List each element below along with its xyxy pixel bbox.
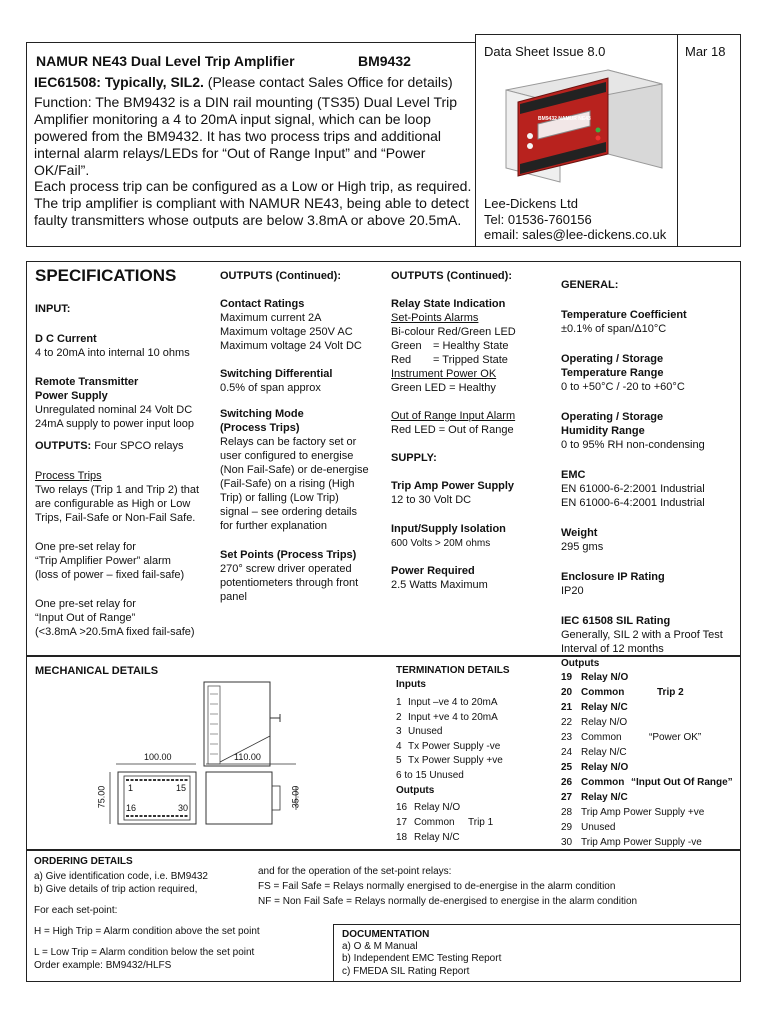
non-fail-safe-line: NF = Non Fail Safe = Relays normally de-energised to energise in the alarm condition <box>258 896 638 907</box>
model-number: BM9432 <box>358 53 411 69</box>
green-value: = Healthy State <box>433 340 509 352</box>
sil-line-1: Generally, SIL 2 with a Proof Test <box>561 629 723 641</box>
and-for-line: and for the operation of the set-point relays: <box>258 866 452 877</box>
termination-inputs <box>396 664 546 845</box>
input-row-2: 2 Input +ve 4 to 20mA <box>396 711 498 723</box>
outputs-heading-b: Outputs <box>561 658 600 669</box>
doc-item-fmeda: c) FMEDA SIL Rating Report <box>342 966 470 977</box>
iec-rest: (Please contact Sales Office for details) <box>203 74 453 90</box>
input-row-5: 5 Tx Power Supply +ve <box>396 755 503 766</box>
supply-heading: SUPPLY: <box>391 452 437 464</box>
outputs-line <box>35 439 215 453</box>
oor-alarm: Out of Range Input Alarm <box>391 410 516 422</box>
iec-line <box>34 74 474 91</box>
humidity-text: 0 to 95% RH non-condensing <box>561 439 705 451</box>
power-required-text: 2.5 Watts Maximum <box>391 579 488 591</box>
ordering-line-a: a) Give identification code, i.e. BM9432 <box>34 871 208 882</box>
mechanical-drawing <box>96 676 306 846</box>
power-required-heading: Power Required <box>391 565 475 577</box>
red-label: Red <box>391 354 412 366</box>
output-row-19: 19 Relay N/O <box>561 672 629 683</box>
switching-mode-line-2: user configured to energise <box>220 450 354 462</box>
output-row-25: 25 Relay N/O <box>561 762 629 773</box>
process-trips-heading: Process Trips <box>35 470 102 482</box>
iec-bold: IEC61508: Typically, SIL2. <box>34 74 204 90</box>
company-name: Lee-Dickens Ltd <box>484 196 578 211</box>
outputs-cont-heading-3: OUTPUTS (Continued): <box>391 270 512 282</box>
red-value: = Tripped State <box>433 354 508 366</box>
bicolour-led: Bi-colour Red/Green LED <box>391 326 516 338</box>
remote-tx-heading-2: Power Supply <box>35 390 108 402</box>
contact-ratings-heading: Contact Ratings <box>220 298 305 310</box>
temp-coef-heading: Temperature Coefficient <box>561 309 687 321</box>
switching-mode-heading-1: Switching Mode <box>220 408 304 420</box>
process-trips-line-2: are configurable as High or Low <box>35 498 191 510</box>
function-text: Function: The BM9432 is a DIN rail mounting (TS35) Dual Level Trip Amplifier monitoring a 4 to 20mA input signal, which can be loop powered from the BM9432. It has two process trips and additional internal alarm relays/LEDs for “Out of Range Input” and “Power OK/Fail”. <box>34 94 458 178</box>
issue-label: Data Sheet Issue 8.0 <box>484 44 606 59</box>
mechanical-heading: MECHANICAL DETAILS <box>35 665 159 677</box>
output-row-20: 20 Common Trip 2 <box>561 687 684 698</box>
green-state <box>391 339 551 353</box>
remote-tx-line-1: Unregulated nominal 24 Volt DC <box>35 404 193 416</box>
page-title: NAMUR NE43 Dual Level Trip Amplifier <box>36 53 295 69</box>
emc-line-2: EN 61000-6-4:2001 Industrial <box>561 497 705 509</box>
general-heading: GENERAL: <box>561 279 619 291</box>
dim-height-rail: 35.00 <box>290 785 301 809</box>
input-row-4: 4 Tx Power Supply -ve <box>396 740 501 752</box>
process-trips-line-1: Two relays (Trip 1 and Trip 2) that <box>35 484 200 496</box>
switching-mode-line-4: (Fail-Safe) on a rising (High <box>220 478 355 490</box>
output-row-29: 29 Unused <box>561 822 616 833</box>
switching-diff-heading: Switching Differential <box>220 368 333 380</box>
contact-line-3: Maximum voltage 24 Volt DC <box>220 340 362 352</box>
outputs-rest: Four SPCO relays <box>91 440 184 452</box>
unused-6-15: 6 to 15 Unused <box>396 769 464 781</box>
doc-item-emc: b) Independent EMC Testing Report <box>342 953 502 964</box>
op-storage-heading-2: Temperature Range <box>561 367 664 379</box>
switching-diff-text: 0.5% of span approx <box>220 382 321 394</box>
output-row-21: 21 Relay N/C <box>561 702 628 713</box>
company-email[interactable]: email: sales@lee-dickens.co.uk <box>484 227 667 242</box>
green-led-healthy: Green LED = Healthy <box>391 382 496 394</box>
issue-date-divider <box>677 34 678 247</box>
device-image <box>480 64 670 186</box>
outputs-heading-a: Outputs <box>396 785 435 796</box>
device-label: BM9432 NAMUR NE43 <box>538 116 591 122</box>
process-trips-line-3: Trips, Fail-Safe or Non-Fail Safe. <box>35 512 196 524</box>
op-storage-heading-1: Operating / Storage <box>561 353 664 365</box>
order-example: Order example: BM9432/HLFS <box>34 960 172 971</box>
enclosure-heading: Enclosure IP Rating <box>561 571 665 583</box>
emc-heading: EMC <box>561 469 586 481</box>
company-tel: Tel: 01536-760156 <box>484 212 592 227</box>
isolation-heading: Input/Supply Isolation <box>391 523 506 535</box>
spec-col-input <box>35 302 215 639</box>
outputs-cont-heading-2: OUTPUTS (Continued): <box>220 270 341 282</box>
doc-item-manual: a) O & M Manual <box>342 941 418 952</box>
emc-line-1: EN 61000-6-2:2001 Industrial <box>561 483 705 495</box>
set-points-line-1: 270° screw driver operated <box>220 563 352 575</box>
ordering-details <box>34 855 264 972</box>
weight-heading: Weight <box>561 527 598 539</box>
termination-outputs <box>561 657 739 850</box>
termination-heading: TERMINATION DETAILS <box>396 665 510 676</box>
instrument-power-ok: Instrument Power OK <box>391 368 497 380</box>
spec-col-general <box>561 278 739 656</box>
fail-safe-line: FS = Fail Safe = Relays normally energised to de-energise in the alarm condition <box>258 881 616 892</box>
green-label: Green <box>391 340 422 352</box>
input-row-3: 3 Unused <box>396 726 443 737</box>
switching-mode-line-3: (Non Fail-Safe) or de-energise <box>220 464 369 476</box>
set-points-line-2: potentiometers through front <box>220 577 359 589</box>
documentation-heading: DOCUMENTATION <box>342 929 430 940</box>
preset1-line-3: (loss of power – fixed fail-safe) <box>35 569 185 581</box>
spec-col-outputs-3 <box>391 269 551 592</box>
output-row-17: 17 Common Trip 1 <box>396 817 494 828</box>
output-row-24: 24 Relay N/C <box>561 747 627 758</box>
remote-tx-line-2: 24mA supply to power input loop <box>35 418 194 430</box>
for-each-setpoint: For each set-point: <box>34 905 118 916</box>
setpoints-alarms: Set-Points Alarms <box>391 312 479 324</box>
contact-line-2: Maximum voltage 250V AC <box>220 326 353 338</box>
output-row-27: 27 Relay N/C <box>561 792 628 803</box>
low-trip-line: L = Low Trip = Alarm condition below the set point <box>34 947 255 958</box>
terminal-30-label: 30 <box>178 803 189 813</box>
switching-mode-line-6: signal – see ordering details <box>220 506 357 518</box>
set-points-heading: Set Points (Process Trips) <box>220 549 357 561</box>
mechanical-drawing-svg <box>96 676 306 846</box>
output-row-30: 30 Trip Amp Power Supply -ve <box>561 837 702 848</box>
sil-heading: IEC 61508 SIL Rating <box>561 615 671 627</box>
preset2-line-1: One pre-set relay for <box>35 598 136 610</box>
preset1-line-2: “Trip Amplifier Power” alarm <box>35 555 171 567</box>
specifications-heading: SPECIFICATIONS <box>35 266 177 285</box>
documentation-section <box>342 928 732 979</box>
isolation-text: 600 Volts > 20M ohms <box>391 538 491 549</box>
output-row-18: 18 Relay N/C <box>396 832 460 843</box>
op-storage-text: 0 to +50°C / -20 to +60°C <box>561 381 685 393</box>
dc-current-text: 4 to 20mA into internal 10 ohms <box>35 347 190 359</box>
date-label: Mar 18 <box>685 44 726 59</box>
spec-col-outputs-2 <box>220 269 388 604</box>
temp-coef-text: ±0.1% of span/Δ10°C <box>561 323 667 335</box>
dc-current-heading: D C Current <box>35 333 97 345</box>
each-trip-text: Each process trip can be configured as a Low or High trip, as required. The trip amplifier is compliant with NAMUR NE43, being able to detect faulty transmitters whose outputs are below 3.8mA or above 20.5mA. <box>34 178 472 228</box>
humidity-heading-2: Humidity Range <box>561 425 645 437</box>
output-row-16: 16 Relay N/O <box>396 802 461 813</box>
inputs-heading: Inputs <box>396 679 426 690</box>
set-points-line-3: panel <box>220 591 247 603</box>
dim-width-front: 100.00 <box>144 752 172 762</box>
ordering-line-b: b) Give details of trip action required, <box>34 884 198 895</box>
preset1-line-1: One pre-set relay for <box>35 541 136 553</box>
terminal-16-label: 16 <box>126 803 137 813</box>
high-trip-line: H = High Trip = Alarm condition above the set point <box>34 926 260 937</box>
switching-mode-line-7: for further explanation <box>220 520 328 532</box>
terminal-15-label: 15 <box>176 783 187 793</box>
contact-line-1: Maximum current 2A <box>220 312 322 324</box>
switching-mode-line-5: Trip) or falling (Low Trip) <box>220 492 339 504</box>
trip-amp-supply-heading: Trip Amp Power Supply <box>391 480 515 492</box>
ordering-relay-ops <box>258 864 728 909</box>
trip-amp-supply-text: 12 to 30 Volt DC <box>391 494 472 506</box>
switching-mode-line-1: Relays can be factory set or <box>220 436 357 448</box>
output-row-22: 22 Relay N/O <box>561 717 628 728</box>
preset2-line-2: “Input Out of Range” <box>35 612 136 624</box>
remote-tx-heading-1: Remote Transmitter <box>35 376 139 388</box>
dim-height-front: 75.00 <box>96 785 107 809</box>
relay-state-heading: Relay State Indication <box>391 298 506 310</box>
output-row-26: 26 Common “Input Out Of Range” <box>561 777 733 788</box>
outputs-bold: OUTPUTS: <box>35 440 92 452</box>
ordering-heading: ORDERING DETAILS <box>34 856 133 867</box>
sil-line-2: Interval of 12 months <box>561 643 664 655</box>
device-illustration <box>480 64 670 186</box>
enclosure-text: IP20 <box>561 585 584 597</box>
output-row-23: 23 Common “Power OK” <box>561 732 702 743</box>
humidity-heading-1: Operating / Storage <box>561 411 664 423</box>
dim-width-side: 110.00 <box>234 752 261 762</box>
preset2-line-3: (<3.8mA >20.5mA fixed fail-safe) <box>35 626 195 638</box>
weight-text: 295 gms <box>561 541 604 553</box>
input-heading: INPUT: <box>35 303 71 315</box>
input-row-1: 1 Input –ve 4 to 20mA <box>396 697 498 708</box>
output-row-28: 28 Trip Amp Power Supply +ve <box>561 807 705 818</box>
switching-mode-heading-2: (Process Trips) <box>220 422 300 434</box>
red-state <box>391 353 551 367</box>
red-led-oor: Red LED = Out of Range <box>391 424 514 436</box>
terminal-1-label: 1 <box>128 783 134 793</box>
